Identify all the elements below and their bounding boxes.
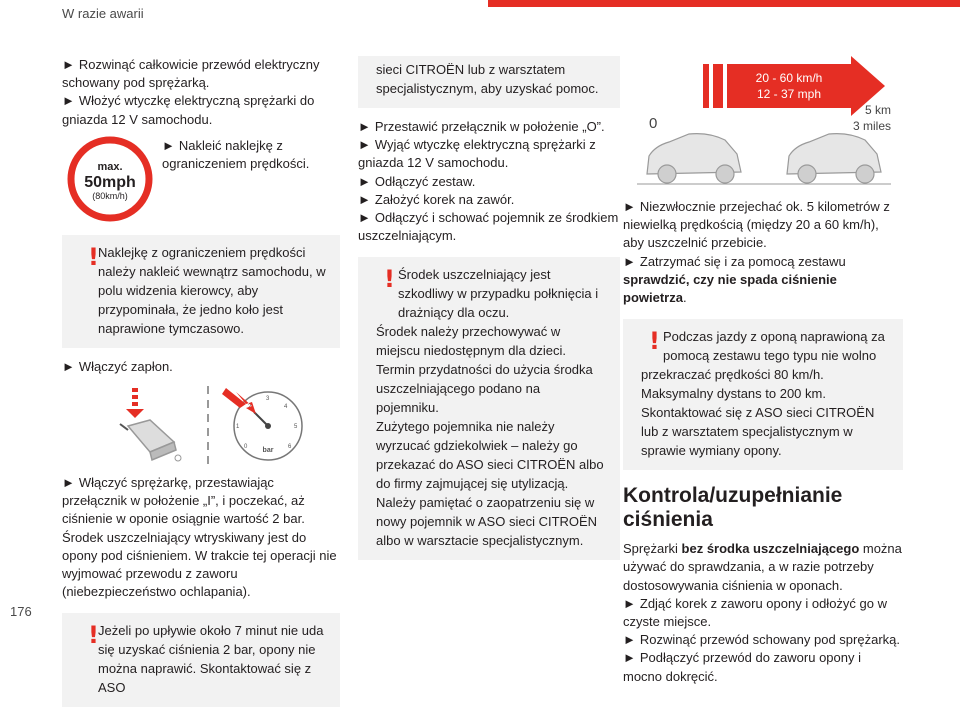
warning-icon: ! [384, 265, 395, 294]
warning-icon: ! [88, 242, 99, 271]
warning-box-continuation: sieci CITROËN lub z warsztatem specjalistycznym, aby uzyskać pomoc. [358, 56, 620, 108]
step-unroll-hose: ► Rozwinąć przewód schowany pod sprężarką. [623, 632, 901, 648]
step-store-bottle: ► Odłączyć i schować pojemnik ze środkiem uszczelniającym. [358, 210, 619, 244]
speed-limit-sticker-icon [68, 137, 152, 221]
svg-text:6: 6 [288, 444, 292, 451]
svg-text:0: 0 [244, 444, 248, 451]
step-remove-valve-cap: ► Zdjąć korek z zaworu opony i odłożyć go w czyste miejsce. [623, 595, 887, 630]
svg-text:12 - 37 mph: 12 - 37 mph [756, 87, 822, 101]
compressor-switch-illustration [88, 384, 318, 464]
step-check-pressure: ► Zatrzymać się i za pomocą zestawu sprawdzić, czy nie spada ciśnienie powietrza. [623, 253, 846, 306]
drive-distance-illustration [629, 56, 899, 186]
svg-text:(80km/h): (80km/h) [92, 190, 128, 201]
page-number: 176 [10, 604, 32, 619]
step-switch-off: ► Przestawić przełącznik w położenie „O”. [358, 119, 605, 134]
svg-text:3 miles: 3 miles [852, 119, 891, 133]
paragraph-compressor-use: Sprężarki bez środka uszczelniającego można używać do sprawdzania, a w razie potrzeby dostosowywania ciśnienia w oponach. [623, 541, 902, 593]
step-disconnect: ► Odłączyć zestaw. [358, 173, 476, 189]
step-unplug: ► Wyjąć wtyczkę elektryczną sprężarki z gniazda 12 V samochodu. [358, 137, 596, 171]
column-1 [62, 56, 340, 707]
step-start-compressor: ► Włączyć sprężarkę, przestawiając przełącznik w położenie „I”, i poczekać, aż ciśnienie w oponie osiągnie wartość 2 bar. Środek uszczelniający wtryskiwany jest do opony pod ciśnieniem. W trakcie tej operacji nie wyjmować przewodu z zaworu (niebezpieczeństwo ochlapania). [62, 475, 337, 600]
step-drive: ► Niezwłocznie przejechać ok. 5 kilometrów z niewielką prędkością (między 20 a 60 km/h), aby uszczelnić przebicie. [623, 199, 890, 251]
svg-text:bar: bar [262, 447, 274, 455]
section-title: W razie awarii [62, 6, 144, 21]
svg-text:20 - 60 km/h: 20 - 60 km/h [755, 71, 823, 85]
column-2 [358, 56, 620, 560]
warning-box-sticker: ! Naklejkę z ograniczeniem prędkości należy nakleić wewnątrz samochodu, w polu widzenia kierowcy, aby przypominała, że jedno koło jest naprawione tymczasowo. [62, 235, 340, 348]
warning-box-pressure: ! Jeżeli po upływie około 7 minut nie uda się uzyskać ciśnienia 2 bar, opony nie można naprawić. Skontaktować się z ASO [62, 613, 340, 707]
step-ignition: ► Włączyć zapłon. [62, 358, 173, 374]
svg-text:50mph: 50mph [84, 173, 136, 191]
warning-icon: ! [649, 327, 660, 356]
header-accent-bar [488, 0, 960, 7]
step-apply-sticker: ► Nakleić naklejkę z ograniczeniem prędkości. [162, 137, 310, 172]
warning-box-speed: ! Podczas jazdy z oponą naprawioną za pomocą zestawu tego typu nie wolno przekraczać prędkości 80 km/h. Maksymalny dystans to 200 km. Skontaktować się z ASO sieci CITROËN lub z warsztatem specjalistycznym w sprawie wymiany opony. [623, 319, 903, 470]
svg-text:max.: max. [97, 160, 123, 173]
svg-text:5 km: 5 km [864, 103, 891, 117]
step-connect-hose: ► Podłączyć przewód do zaworu opony i mocno dokręcić. [623, 650, 861, 684]
column-3 [623, 56, 903, 686]
svg-text:0: 0 [649, 115, 658, 132]
step-unroll-cable: ► Rozwinąć całkowicie przewód elektryczny schowany pod sprężarką. [62, 57, 320, 91]
speed-sign-row [62, 137, 340, 221]
section-heading: Kontrola/uzupełnianie ciśnienia [623, 484, 843, 532]
warning-icon: ! [88, 621, 99, 650]
svg-text:3: 3 [266, 396, 270, 403]
svg-text:1: 1 [236, 424, 240, 431]
svg-text:4: 4 [284, 404, 288, 411]
warning-box-sealant: ! Środek uszczelniający jest szkodliwy w przypadku połknięcia i drażniący dla oczu. Środek należy przechowywać w miejscu niedostępnym dla dzieci. Termin przydatności do użycia środka uszczelniającego podano na pojemniku. Zużytego pojemnika nie należy wyrzucać gdziekolwiek – należy go przekazać do ASO sieci CITROËN albo do firmy zajmującej się utylizacją. Należy pamiętać o zaopatrzeniu się w nowy pojemnik w ASO sieci CITROËN albo w warsztacie specjalistycznym. [358, 257, 620, 560]
step-plug-12v: ► Włożyć wtyczkę elektryczną sprężarki do gniazda 12 V samochodu. [62, 93, 315, 127]
step-cap-valve: ► Założyć korek na zawór. [358, 191, 515, 207]
svg-text:5: 5 [294, 424, 298, 431]
